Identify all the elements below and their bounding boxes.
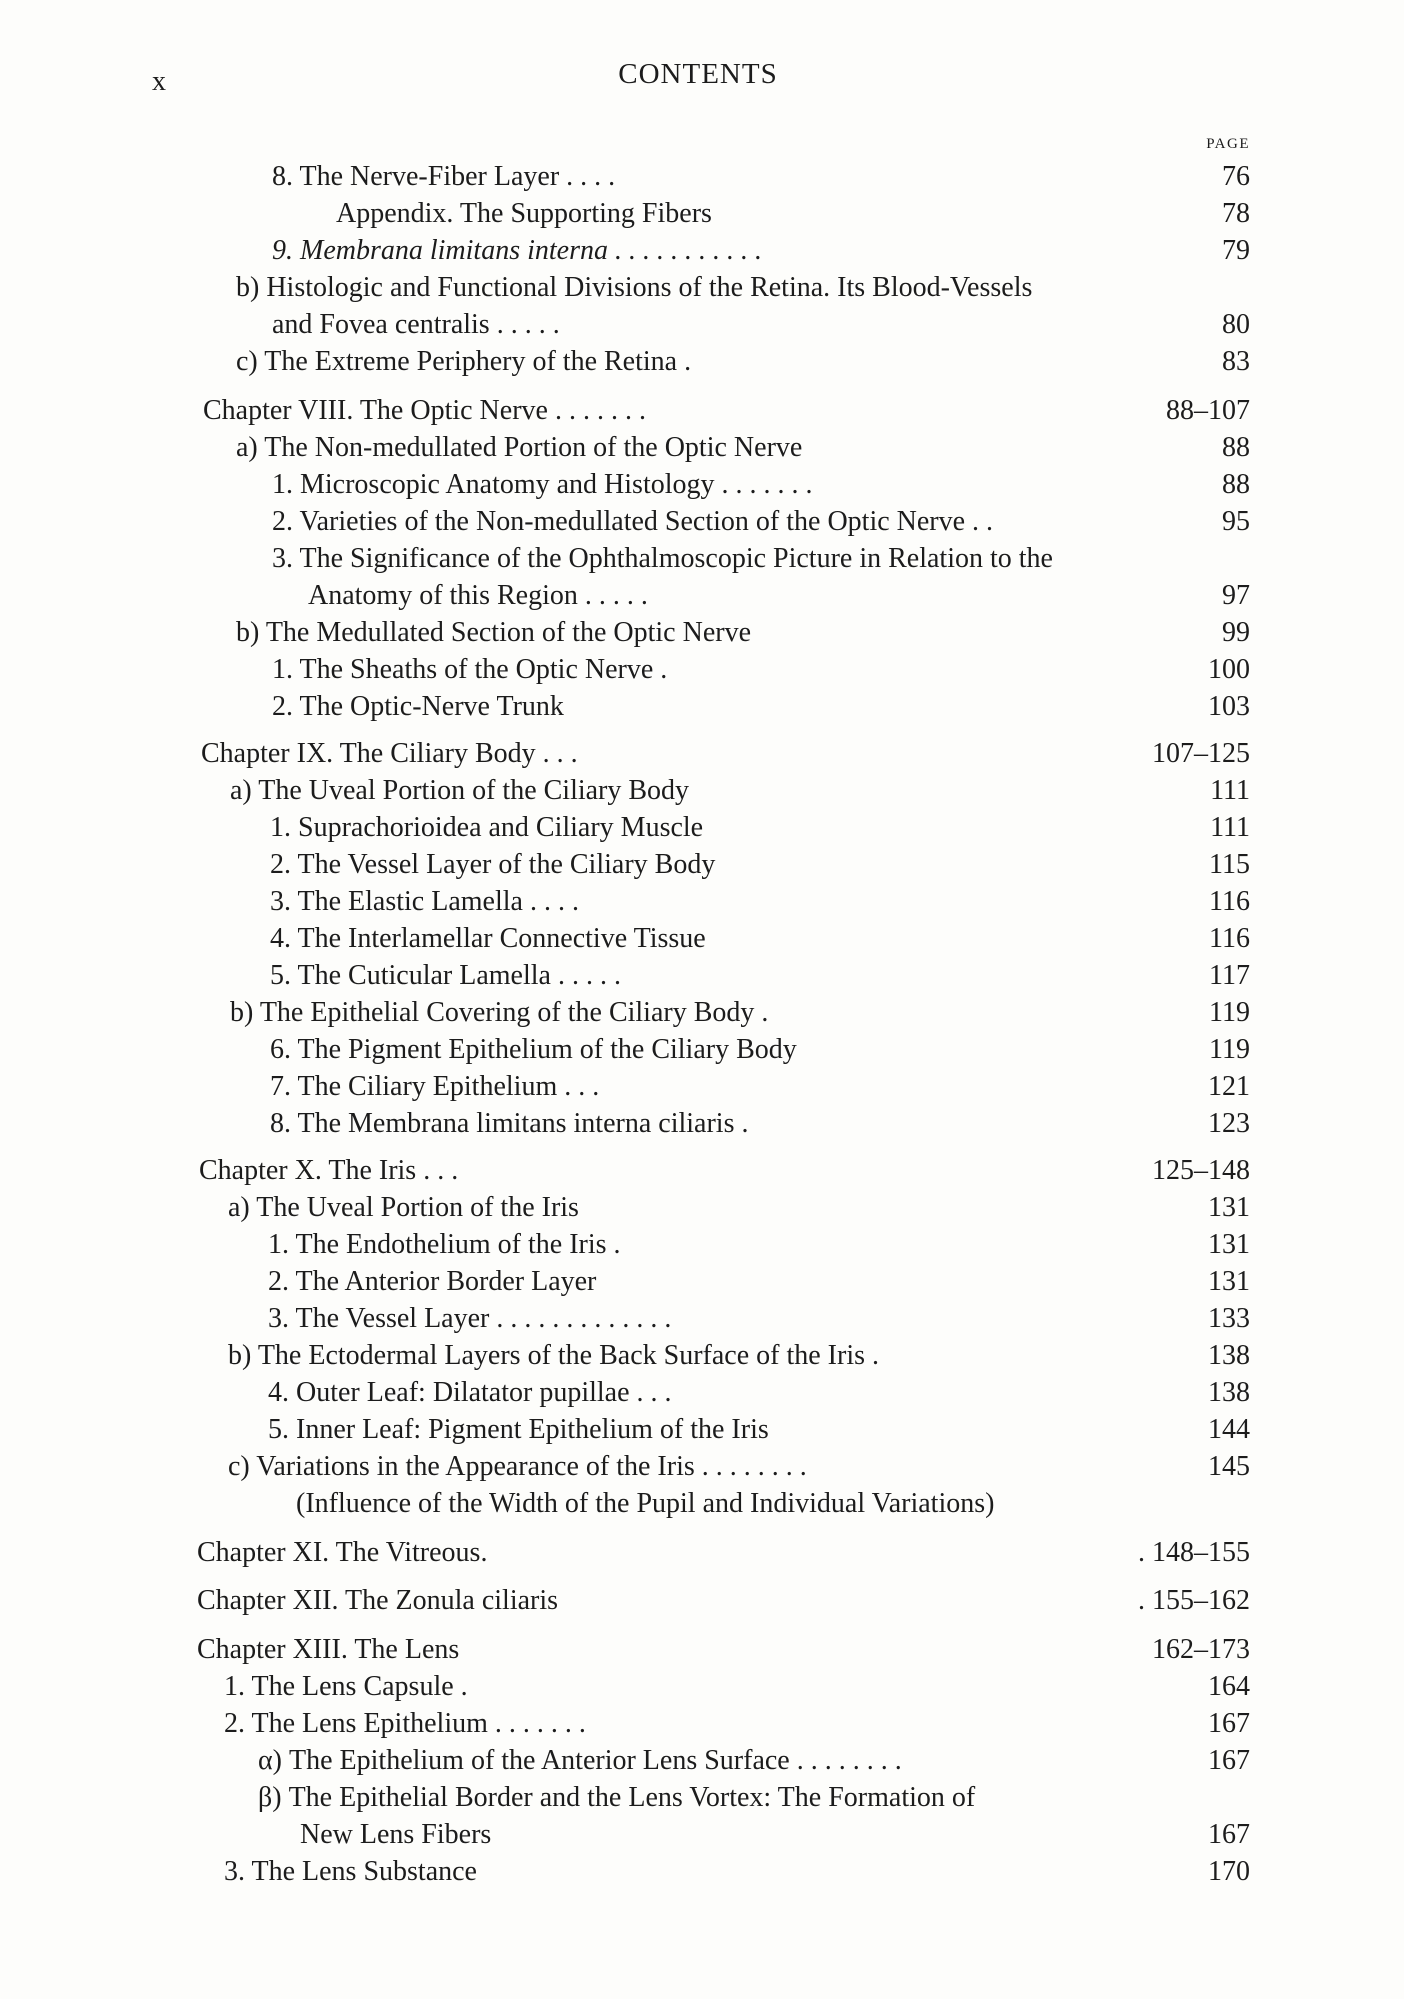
toc-entry [0, 1189, 1404, 1226]
toc-entry-page: 131 [1208, 1266, 1250, 1297]
toc-entry-page: 167 [1208, 1819, 1250, 1850]
toc-entry [0, 232, 1404, 269]
toc-entry [0, 1668, 1404, 1705]
toc-entry-title: 2. The Vessel Layer of the Ciliary Body [270, 849, 716, 880]
toc-entry-page: 138 [1208, 1377, 1250, 1408]
toc-entry [0, 466, 1404, 503]
toc-entry-page: 167 [1208, 1745, 1250, 1776]
toc-entry [0, 195, 1404, 232]
toc-entry-page: 144 [1208, 1414, 1250, 1445]
toc-entry [0, 1485, 1404, 1522]
toc-entry-page: 107–125 [1152, 738, 1250, 769]
toc-entry-title: 3. The Elastic Lamella . . . . [270, 886, 579, 917]
toc-entry-page: 95 [1222, 506, 1250, 537]
toc-entry-page: 103 [1208, 691, 1250, 722]
toc-entry [0, 306, 1404, 343]
toc-entry-title: β) The Epithelial Border and the Lens Vortex: The Formation of [258, 1782, 976, 1813]
toc-entry-title: b) Histologic and Functional Divisions of the Retina. Its Blood-Vessels [236, 272, 1033, 303]
toc-entry [0, 1816, 1404, 1853]
toc-entry [0, 429, 1404, 466]
toc-entry-title: 6. The Pigment Epithelium of the Ciliary Body [270, 1034, 797, 1065]
toc-entry-page: 88–107 [1166, 395, 1250, 426]
toc-entry-title: c) The Extreme Periphery of the Retina . [236, 346, 692, 377]
toc-entry-title: b) The Epithelial Covering of the Ciliary Body . [230, 997, 769, 1028]
toc-entry [0, 158, 1404, 195]
toc-entry-page: 119 [1209, 997, 1250, 1028]
toc-entry-page: 138 [1208, 1340, 1250, 1371]
toc-entry [0, 883, 1404, 920]
toc-entry-title: Chapter XII. The Zonula ciliaris [197, 1585, 559, 1616]
toc-entry-title: Chapter X. The Iris . . . [199, 1155, 459, 1186]
toc-entry-title: 4. The Interlamellar Connective Tissue [270, 923, 706, 954]
toc-entry-page: 162–173 [1152, 1634, 1250, 1665]
toc-chapter [0, 1631, 1404, 1668]
toc-entry [0, 1105, 1404, 1142]
running-title: CONTENTS [618, 58, 778, 90]
toc-entry-page: 131 [1208, 1192, 1250, 1223]
toc-entry-page: 111 [1210, 812, 1250, 843]
toc-entry-title: c) Variations in the Appearance of the Iris . . . . . . . . [228, 1451, 807, 1482]
toc-entry [0, 540, 1404, 577]
toc-entry-title: (Influence of the Width of the Pupil and Individual Variations) [296, 1488, 995, 1519]
toc-entry-title: Chapter VIII. The Optic Nerve . . . . . . . [203, 395, 646, 426]
toc-entry-title: a) The Uveal Portion of the Iris [228, 1192, 579, 1223]
toc-entry-title: 2. The Anterior Border Layer [268, 1266, 597, 1297]
toc-entry-title: 1. The Lens Capsule . [224, 1671, 468, 1702]
toc-entry-title: 3. The Significance of the Ophthalmoscopic Picture in Relation to the [272, 543, 1053, 574]
toc-entry [0, 1226, 1404, 1263]
toc-entry-title: 8. The Nerve-Fiber Layer . . . . [272, 161, 616, 192]
toc-entry-page: 119 [1209, 1034, 1250, 1065]
toc-entry [0, 920, 1404, 957]
toc-entry-title: a) The Uveal Portion of the Ciliary Body [230, 775, 690, 806]
toc-entry-title: 2. Varieties of the Non-medullated Section of the Optic Nerve . . [272, 506, 994, 537]
toc-entry-page: 78 [1222, 198, 1250, 229]
toc-entry [0, 503, 1404, 540]
toc-entry-page: 170 [1208, 1856, 1250, 1887]
toc-entry-title: 7. The Ciliary Epithelium . . . [270, 1071, 600, 1102]
toc-entry-page: . 148–155 [1138, 1537, 1250, 1568]
toc-chapter [0, 1582, 1404, 1619]
toc-entry [0, 1300, 1404, 1337]
toc-entry-page: . 155–162 [1138, 1585, 1250, 1616]
toc-entry [0, 651, 1404, 688]
toc-entry [0, 1068, 1404, 1105]
toc-entry-page: 76 [1222, 161, 1250, 192]
toc-entry [0, 846, 1404, 883]
toc-entry-title: 5. The Cuticular Lamella . . . . . [270, 960, 621, 991]
toc-entry [0, 1374, 1404, 1411]
toc-entry-page: 115 [1209, 849, 1250, 880]
toc-entry-page: 100 [1208, 654, 1250, 685]
toc-entry-title: New Lens Fibers [300, 1819, 492, 1850]
page-folio: x [152, 66, 166, 97]
toc-entry-title: 1. Microscopic Anatomy and Histology . . . . . . . [272, 469, 813, 500]
toc-entry-title: Anatomy of this Region . . . . . [308, 580, 648, 611]
toc-entry-title: 3. The Lens Substance [224, 1856, 477, 1887]
toc-entry [0, 1779, 1404, 1816]
toc-entry [0, 1853, 1404, 1890]
toc-entry-title: and Fovea centralis . . . . . [272, 309, 560, 340]
toc-entry-page: 116 [1209, 923, 1250, 954]
toc-entry-title: 3. The Vessel Layer . . . . . . . . . . . . . [268, 1303, 672, 1334]
toc-entry-page: 97 [1222, 580, 1250, 611]
toc-entry-title: 1. The Endothelium of the Iris . [268, 1229, 621, 1260]
toc-entry-page: 117 [1209, 960, 1250, 991]
toc-entry-page: 167 [1208, 1708, 1250, 1739]
toc-entry-title: b) The Medullated Section of the Optic Nerve [236, 617, 751, 648]
toc-entry [0, 1448, 1404, 1485]
toc-entry [0, 614, 1404, 651]
toc-entry [0, 1031, 1404, 1068]
toc-entry-page: 131 [1208, 1229, 1250, 1260]
toc-entry [0, 1411, 1404, 1448]
toc-entry-page: 111 [1210, 775, 1250, 806]
toc-entry-title: Chapter IX. The Ciliary Body . . . [201, 738, 578, 769]
toc-entry [0, 1337, 1404, 1374]
toc-entry [0, 269, 1404, 306]
toc-entry-title: a) The Non-medullated Portion of the Optic Nerve [236, 432, 803, 463]
toc-entry-title: 2. The Lens Epithelium . . . . . . . [224, 1708, 586, 1739]
toc-entry [0, 688, 1404, 725]
toc-chapter [0, 392, 1404, 429]
toc-entry-title: 1. The Sheaths of the Optic Nerve . [272, 654, 668, 685]
toc-entry-title: α) The Epithelium of the Anterior Lens Surface . . . . . . . . [258, 1745, 902, 1776]
toc-entry-page: 83 [1222, 346, 1250, 377]
toc-chapter [0, 1534, 1404, 1571]
toc-chapter [0, 735, 1404, 772]
toc-entry-title: 2. The Optic-Nerve Trunk [272, 691, 564, 722]
toc-entry-page: 133 [1208, 1303, 1250, 1334]
toc-entry [0, 343, 1404, 380]
toc-chapter [0, 1152, 1404, 1189]
toc-entry-title: Appendix. The Supporting Fibers [336, 198, 712, 229]
toc-entry-title: Chapter XI. The Vitreous. [197, 1537, 488, 1568]
toc-entry [0, 577, 1404, 614]
toc-entry [0, 772, 1404, 809]
toc-entry-page: 116 [1209, 886, 1250, 917]
toc-entry-title: 4. Outer Leaf: Dilatator pupillae . . . [268, 1377, 672, 1408]
toc-entry-title: b) The Ectodermal Layers of the Back Surface of the Iris . [228, 1340, 879, 1371]
toc-entry-page: 79 [1222, 235, 1250, 266]
toc-entry-page: 125–148 [1152, 1155, 1250, 1186]
toc-entry-page: 99 [1222, 617, 1250, 648]
toc-entry [0, 1742, 1404, 1779]
toc-entry [0, 1263, 1404, 1300]
toc-entry [0, 994, 1404, 1031]
toc-entry-page: 88 [1222, 469, 1250, 500]
toc-entry [0, 957, 1404, 994]
toc-entry-page: 88 [1222, 432, 1250, 463]
toc-entry-title: 9. Membrana limitans interna . . . . . . . . . . . [272, 235, 762, 266]
toc-entry-page: 121 [1208, 1071, 1250, 1102]
toc-entry-page: 123 [1208, 1108, 1250, 1139]
toc-entry-title: 1. Suprachorioidea and Ciliary Muscle [270, 812, 704, 843]
toc-entry-title: Chapter XIII. The Lens [197, 1634, 460, 1665]
toc-entry [0, 1705, 1404, 1742]
toc-entry-page: 164 [1208, 1671, 1250, 1702]
toc-entry-page: 145 [1208, 1451, 1250, 1482]
toc-entry [0, 809, 1404, 846]
page-column-label: PAGE [1206, 136, 1250, 152]
toc-entry-page: 80 [1222, 309, 1250, 340]
toc-entry-title: 5. Inner Leaf: Pigment Epithelium of the Iris [268, 1414, 769, 1445]
toc-entry-title: 8. The Membrana limitans interna ciliaris . [270, 1108, 749, 1139]
